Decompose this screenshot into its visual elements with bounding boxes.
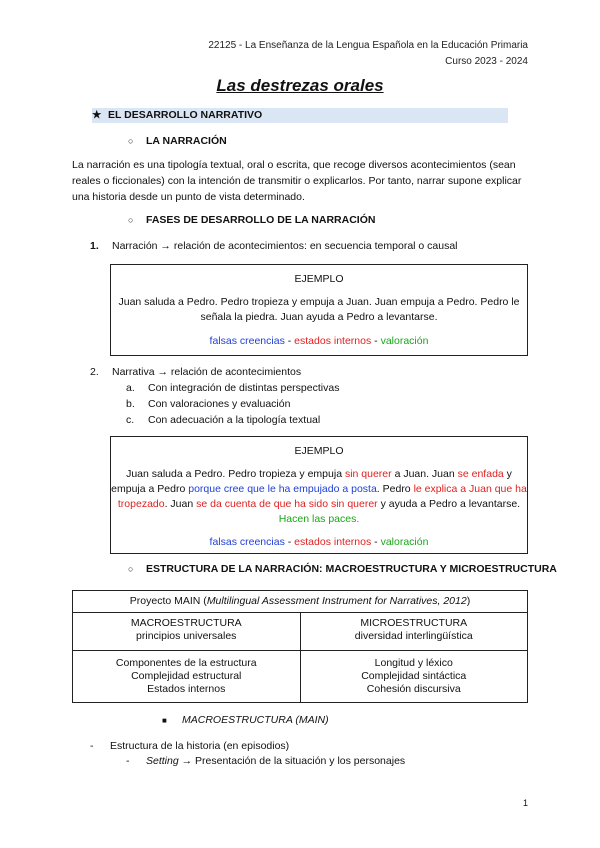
text-run: . Juan <box>164 498 197 510</box>
example-heading: EJEMPLO <box>294 445 344 457</box>
circle-bullet-icon: ○ <box>128 136 134 146</box>
sub-item-text: Con integración de distintas perspectivas <box>148 382 340 394</box>
section-heading-narrative-development <box>92 108 508 123</box>
sub-item-text: Con adecuación a la tipología textual <box>148 414 321 426</box>
subheading-label: MACROESTRUCTURA (MAIN) <box>182 714 329 726</box>
table-title-italic: Multilingual Assessment Instrument for Narratives, 2012 <box>206 595 467 607</box>
table-cell-micro-items <box>300 651 528 703</box>
intro-paragraph <box>72 157 528 205</box>
example-line <box>111 467 527 482</box>
text-run: empuja a Pedro <box>111 483 189 495</box>
subheading-fases <box>128 214 375 226</box>
table-cell-line: Estados internos <box>147 683 226 695</box>
legend-separator: - <box>284 335 295 347</box>
table-cell-line: Componentes de la estructura <box>115 657 257 669</box>
table-cell-line: Longitud y léxico <box>374 657 453 669</box>
header-academic-year: Curso 2023 - 2024 <box>445 56 528 67</box>
page-title: Las destrezas orales <box>216 76 384 95</box>
legend-estados-internos: estados internos <box>294 335 372 347</box>
list-item-2 <box>90 364 301 380</box>
sub-item-letter: c. <box>126 414 135 426</box>
sub-item-letter: b. <box>126 398 135 410</box>
dash-item-estructura <box>90 738 289 754</box>
text-run: Juan saluda a Pedro. Pedro tropieza y empuja <box>126 468 345 480</box>
example-legend <box>111 334 527 349</box>
sub-item-c <box>126 412 320 428</box>
example-legend <box>111 535 527 550</box>
column-subheading: diversidad interlingüística <box>354 630 473 642</box>
table-row <box>73 613 528 651</box>
header-course-title: 22125 - La Enseñanza de la Lengua Española en la Educación Primaria <box>208 40 528 51</box>
subheading-label: LA NARRACIÓN <box>146 135 227 147</box>
subheading-macroestructura <box>162 712 329 729</box>
text-run-estados-internos: se enfada <box>457 468 504 480</box>
example-line: Juan saluda a Pedro. Pedro tropieza y empuja a Juan. Juan empuja a Pedro. Pedro le <box>118 296 520 308</box>
subheading-estructura <box>128 563 557 575</box>
column-heading: MICROESTRUCTURA <box>360 617 468 629</box>
star-icon: ★ <box>92 109 102 121</box>
legend-estados-internos: estados internos <box>294 536 372 548</box>
text-run-falsas-creencias: porque cree que le ha empujado a posta <box>188 483 377 495</box>
text-run-estados-internos: tropezado <box>117 498 165 510</box>
sub-item-b <box>126 396 290 412</box>
list-item-text: Narración → relación de acontecimientos: en secuencia temporal o causal <box>112 240 458 252</box>
circle-bullet-icon: ○ <box>128 564 134 574</box>
example-box-1 <box>110 264 528 356</box>
subheading-label: ESTRUCTURA DE LA NARRACIÓN: MACROESTRUCTURA Y MICROESTRUCTURA <box>146 563 557 575</box>
table-title-text: ) <box>466 595 471 607</box>
circle-bullet-icon: ○ <box>128 215 134 225</box>
table-header-macro <box>73 613 301 651</box>
column-heading: MACROESTRUCTURA <box>130 617 242 629</box>
legend-valoracion: valoración <box>380 335 429 347</box>
dash-item-text: Estructura de la historia (en episodios) <box>110 740 290 752</box>
table-title-text: Proyecto MAIN ( <box>129 595 207 607</box>
legend-separator: - <box>371 536 381 548</box>
text-run-estados-internos: le explica a Juan que ha <box>413 483 527 495</box>
table-row <box>73 591 528 613</box>
legend-separator: - <box>284 536 295 548</box>
list-number: 2. <box>90 366 99 378</box>
example-line <box>111 482 527 497</box>
legend-valoracion: valoración <box>380 536 429 548</box>
square-bullet-icon: ■ <box>162 716 167 725</box>
page-number: 1 <box>522 798 528 808</box>
list-number: 1. <box>90 240 99 252</box>
dash-item-text: → Presentación de la situación y los personajes <box>178 755 406 767</box>
sub-item-text: Con valoraciones y evaluación <box>148 398 291 410</box>
table-cell-line: Cohesión discursiva <box>366 683 461 695</box>
legend-falsas-creencias: falsas creencias <box>209 335 285 347</box>
example-line: señala la piedra. Juan ayuda a Pedro a levantarse. <box>200 311 438 323</box>
list-item-text: Narrativa → relación de acontecimientos <box>112 366 302 378</box>
text-run: . Pedro <box>376 483 414 495</box>
sub-item-letter: a. <box>126 382 135 394</box>
main-project-table <box>72 590 528 703</box>
column-subheading: principios universales <box>136 630 237 642</box>
dash-item-term: Setting <box>146 755 179 767</box>
subheading-label: FASES DE DESARROLLO DE LA NARRACIÓN <box>146 214 376 226</box>
example-box-2 <box>110 436 528 554</box>
list-item-1 <box>90 238 458 254</box>
text-run: y ayuda a Pedro a levantarse. <box>377 498 521 510</box>
example-heading: EJEMPLO <box>294 273 344 285</box>
table-cell-macro-items <box>73 651 301 703</box>
intro-line: La narración es una tipología textual, oral o escrita, que recoge diversos acontecimientos (sean <box>72 159 516 171</box>
table-cell-line: Complejidad sintáctica <box>361 670 467 682</box>
sub-item-a <box>126 380 339 396</box>
text-run: y <box>503 468 512 480</box>
intro-line: reales o ficcionales) con la intención de transmitir o explicarlos. Por tanto, narrar supone explicar <box>72 175 522 187</box>
text-run-estados-internos: se da cuenta de que ha sido sin querer <box>196 498 378 510</box>
table-header-micro <box>300 613 528 651</box>
dash-item-setting <box>126 753 405 769</box>
text-run: a Juan. Juan <box>391 468 458 480</box>
text-run-estados-internos: sin querer <box>344 468 392 480</box>
example-line-valoracion: Hacen las paces. <box>278 513 360 525</box>
table-title-cell <box>73 591 528 613</box>
table-cell-line: Complejidad estructural <box>131 670 242 682</box>
dash-bullet: - <box>126 755 130 767</box>
subheading-narracion <box>128 135 227 147</box>
dash-bullet: - <box>90 740 94 752</box>
legend-falsas-creencias: falsas creencias <box>209 536 285 548</box>
legend-separator: - <box>371 335 381 347</box>
table-row <box>73 651 528 703</box>
section-heading-label: EL DESARROLLO NARRATIVO <box>108 109 263 121</box>
intro-line: una historia desde un punto de vista determinado. <box>72 191 305 203</box>
example-line <box>111 497 527 512</box>
